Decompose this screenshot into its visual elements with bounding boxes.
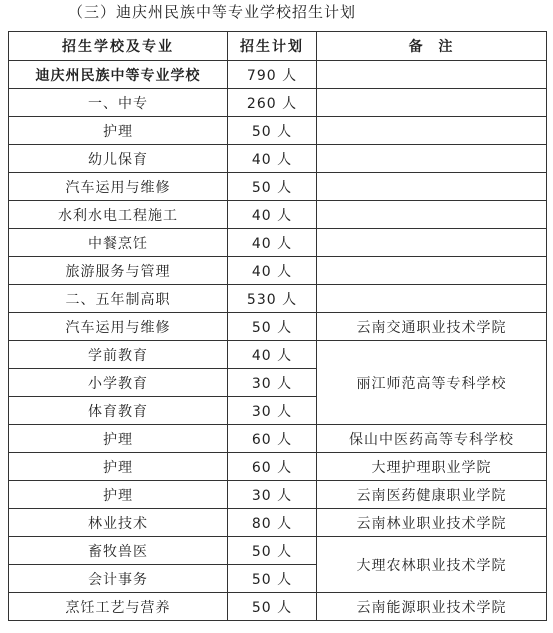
cell-remark: 云南交通职业技术学院 (317, 313, 547, 341)
cell-remark: 大理护理职业学院 (317, 453, 547, 481)
cell-name: 汽车运用与维修 (9, 173, 228, 201)
cell-plan: 60 人 (228, 425, 317, 453)
cell-name: 烹饪工艺与营养 (9, 593, 228, 621)
cell-name: 小学教育 (9, 369, 228, 397)
table-row (9, 89, 547, 117)
header-remarks: 备 注 (317, 32, 547, 61)
cell-plan: 30 人 (228, 481, 317, 509)
cell-plan: 50 人 (228, 593, 317, 621)
section-heading: （三）迪庆州民族中等专业学校招生计划 (68, 3, 357, 21)
cell-plan: 50 人 (228, 537, 317, 565)
cell-remark (317, 117, 547, 145)
cell-remark (317, 285, 547, 313)
cell-name: 护理 (9, 453, 228, 481)
cell-remark: 丽江师范高等专科学校 (317, 341, 547, 425)
cell-plan: 40 人 (228, 201, 317, 229)
cell-plan: 50 人 (228, 313, 317, 341)
table-row (9, 257, 547, 285)
table-row (9, 341, 547, 369)
cell-plan: 40 人 (228, 341, 317, 369)
cell-name: 体育教育 (9, 397, 228, 425)
header-school-major: 招生学校及专业 (9, 32, 228, 61)
header-enrollment-plan: 招生计划 (228, 32, 317, 61)
cell-plan: 790 人 (228, 61, 317, 89)
table-header-row (9, 32, 547, 61)
cell-remark (317, 257, 547, 285)
cell-remark (317, 201, 547, 229)
table-row (9, 537, 547, 565)
cell-plan: 50 人 (228, 173, 317, 201)
cell-remark: 云南能源职业技术学院 (317, 593, 547, 621)
cell-name: 二、五年制高职 (9, 285, 228, 313)
table-row (9, 173, 547, 201)
cell-plan: 40 人 (228, 145, 317, 173)
cell-remark (317, 229, 547, 257)
table-row (9, 201, 547, 229)
cell-name: 中餐烹饪 (9, 229, 228, 257)
cell-plan: 260 人 (228, 89, 317, 117)
cell-plan: 30 人 (228, 397, 317, 425)
cell-remark: 云南林业职业技术学院 (317, 509, 547, 537)
cell-remark (317, 89, 547, 117)
cell-name: 旅游服务与管理 (9, 257, 228, 285)
cell-name: 护理 (9, 117, 228, 145)
enrollment-plan-table (8, 31, 547, 621)
cell-remark (317, 145, 547, 173)
cell-name: 学前教育 (9, 341, 228, 369)
table-row (9, 61, 547, 89)
cell-name: 会计事务 (9, 565, 228, 593)
table-row (9, 453, 547, 481)
cell-remark (317, 61, 547, 89)
table-row (9, 593, 547, 621)
cell-name: 一、中专 (9, 89, 228, 117)
cell-plan: 530 人 (228, 285, 317, 313)
table-row (9, 285, 547, 313)
cell-name: 护理 (9, 425, 228, 453)
table-row (9, 509, 547, 537)
cell-name: 汽车运用与维修 (9, 313, 228, 341)
cell-remark: 大理农林职业技术学院 (317, 537, 547, 593)
cell-name: 水利水电工程施工 (9, 201, 228, 229)
cell-remark: 云南医药健康职业学院 (317, 481, 547, 509)
cell-name: 迪庆州民族中等专业学校 (9, 61, 228, 89)
table-row (9, 313, 547, 341)
cell-remark: 保山中医药高等专科学校 (317, 425, 547, 453)
cell-plan: 50 人 (228, 565, 317, 593)
cell-name: 护理 (9, 481, 228, 509)
cell-name: 畜牧兽医 (9, 537, 228, 565)
table-row (9, 425, 547, 453)
table-row (9, 229, 547, 257)
cell-plan: 80 人 (228, 509, 317, 537)
cell-name: 林业技术 (9, 509, 228, 537)
cell-plan: 40 人 (228, 257, 317, 285)
cell-name: 幼儿保育 (9, 145, 228, 173)
table-row (9, 481, 547, 509)
cell-plan: 50 人 (228, 117, 317, 145)
cell-plan: 40 人 (228, 229, 317, 257)
table-row (9, 117, 547, 145)
table-row (9, 145, 547, 173)
cell-plan: 30 人 (228, 369, 317, 397)
cell-remark (317, 173, 547, 201)
cell-plan: 60 人 (228, 453, 317, 481)
